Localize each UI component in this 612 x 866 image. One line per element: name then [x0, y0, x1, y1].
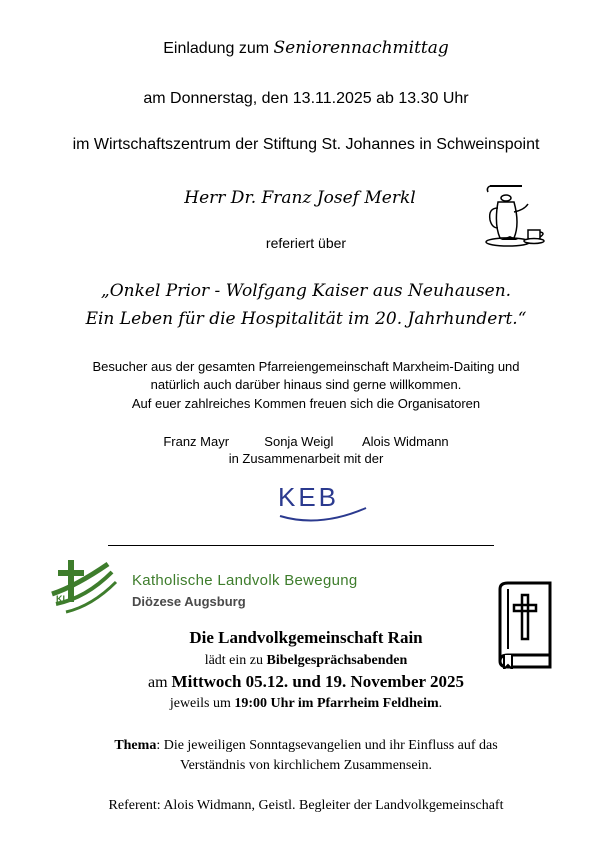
klb-title: Die Landvolkgemeinschaft Rain	[189, 628, 423, 647]
time-main: 19:00 Uhr im Pfarrheim Feldheim	[234, 696, 439, 711]
organizer-name: Franz Mayr	[163, 434, 230, 449]
klb-org-name: Katholische Landvolk Bewegung	[132, 572, 358, 589]
topic-line-1: „Onkel Prior - Wolfgang Kaiser aus Neuhausen.	[100, 281, 512, 301]
organizer-name: Sonja Weigl	[264, 434, 334, 449]
theme-text: : Die jeweiligen Sonntagsevangelien und ihr Einfluss auf das	[156, 738, 498, 753]
visitors-line-3: Auf euer zahlreiches Kommen freuen sich die Organisatoren	[131, 396, 481, 411]
theme-label: Thema	[114, 738, 157, 753]
klb-diocese: Diözese Augsburg	[132, 594, 246, 609]
speaker-name: Herr Dr. Franz Josef Merkl	[184, 188, 416, 208]
klb-referent: Referent: Alois Widmann, Geistl. Begleiter der Landvolkgemeinschaft	[108, 798, 504, 813]
klb-time-line	[0, 696, 612, 712]
reports-on-text: referiert über	[265, 235, 347, 251]
klb-theme-line-1	[0, 738, 612, 754]
date-line: am Donnerstag, den 13.11.2025 ab 13.30 Uhr	[143, 90, 469, 107]
section-divider	[108, 545, 494, 546]
invitation-heading	[0, 38, 612, 58]
cooperation-text: in Zusammenarbeit mit der	[228, 451, 384, 466]
topic-line-2: Ein Leben für die Hospitalität im 20. Jahrhundert.“	[85, 309, 527, 329]
keb-logo-text: KEB	[278, 482, 340, 512]
date-main: Mittwoch 05.12. und 19. November 2025	[171, 672, 464, 691]
klb-invites-line	[0, 653, 612, 669]
visitors-line-2: natürlich auch darüber hinaus sind gerne willkommen.	[150, 377, 462, 392]
klb-badge-text: KLB	[56, 594, 75, 604]
time-prefix: jeweils um	[169, 696, 231, 711]
klb-date-line	[0, 672, 612, 692]
event-name: Seniorennachmittag	[273, 38, 449, 58]
klb-cross-icon	[46, 556, 120, 616]
heading-prefix: Einladung zum	[163, 40, 270, 57]
visitors-line-1: Besucher aus der gesamten Pfarreiengemeinschaft Marxheim-Daiting und	[92, 359, 520, 374]
organizer-name: Alois Widmann	[361, 434, 449, 449]
keb-logo	[270, 478, 370, 526]
location-line: im Wirtschaftszentrum der Stiftung St. Johannes in Schweinspoint	[72, 136, 540, 153]
klb-theme-line-2: Verständnis von kirchlichem Zusammensein.	[180, 758, 432, 773]
invites-prefix: lädt ein zu	[204, 653, 263, 668]
time-suffix: .	[438, 696, 443, 711]
organizer-list	[0, 434, 612, 449]
invites-event: Bibelgesprächsabenden	[266, 653, 408, 668]
date-prefix: am	[148, 674, 168, 691]
